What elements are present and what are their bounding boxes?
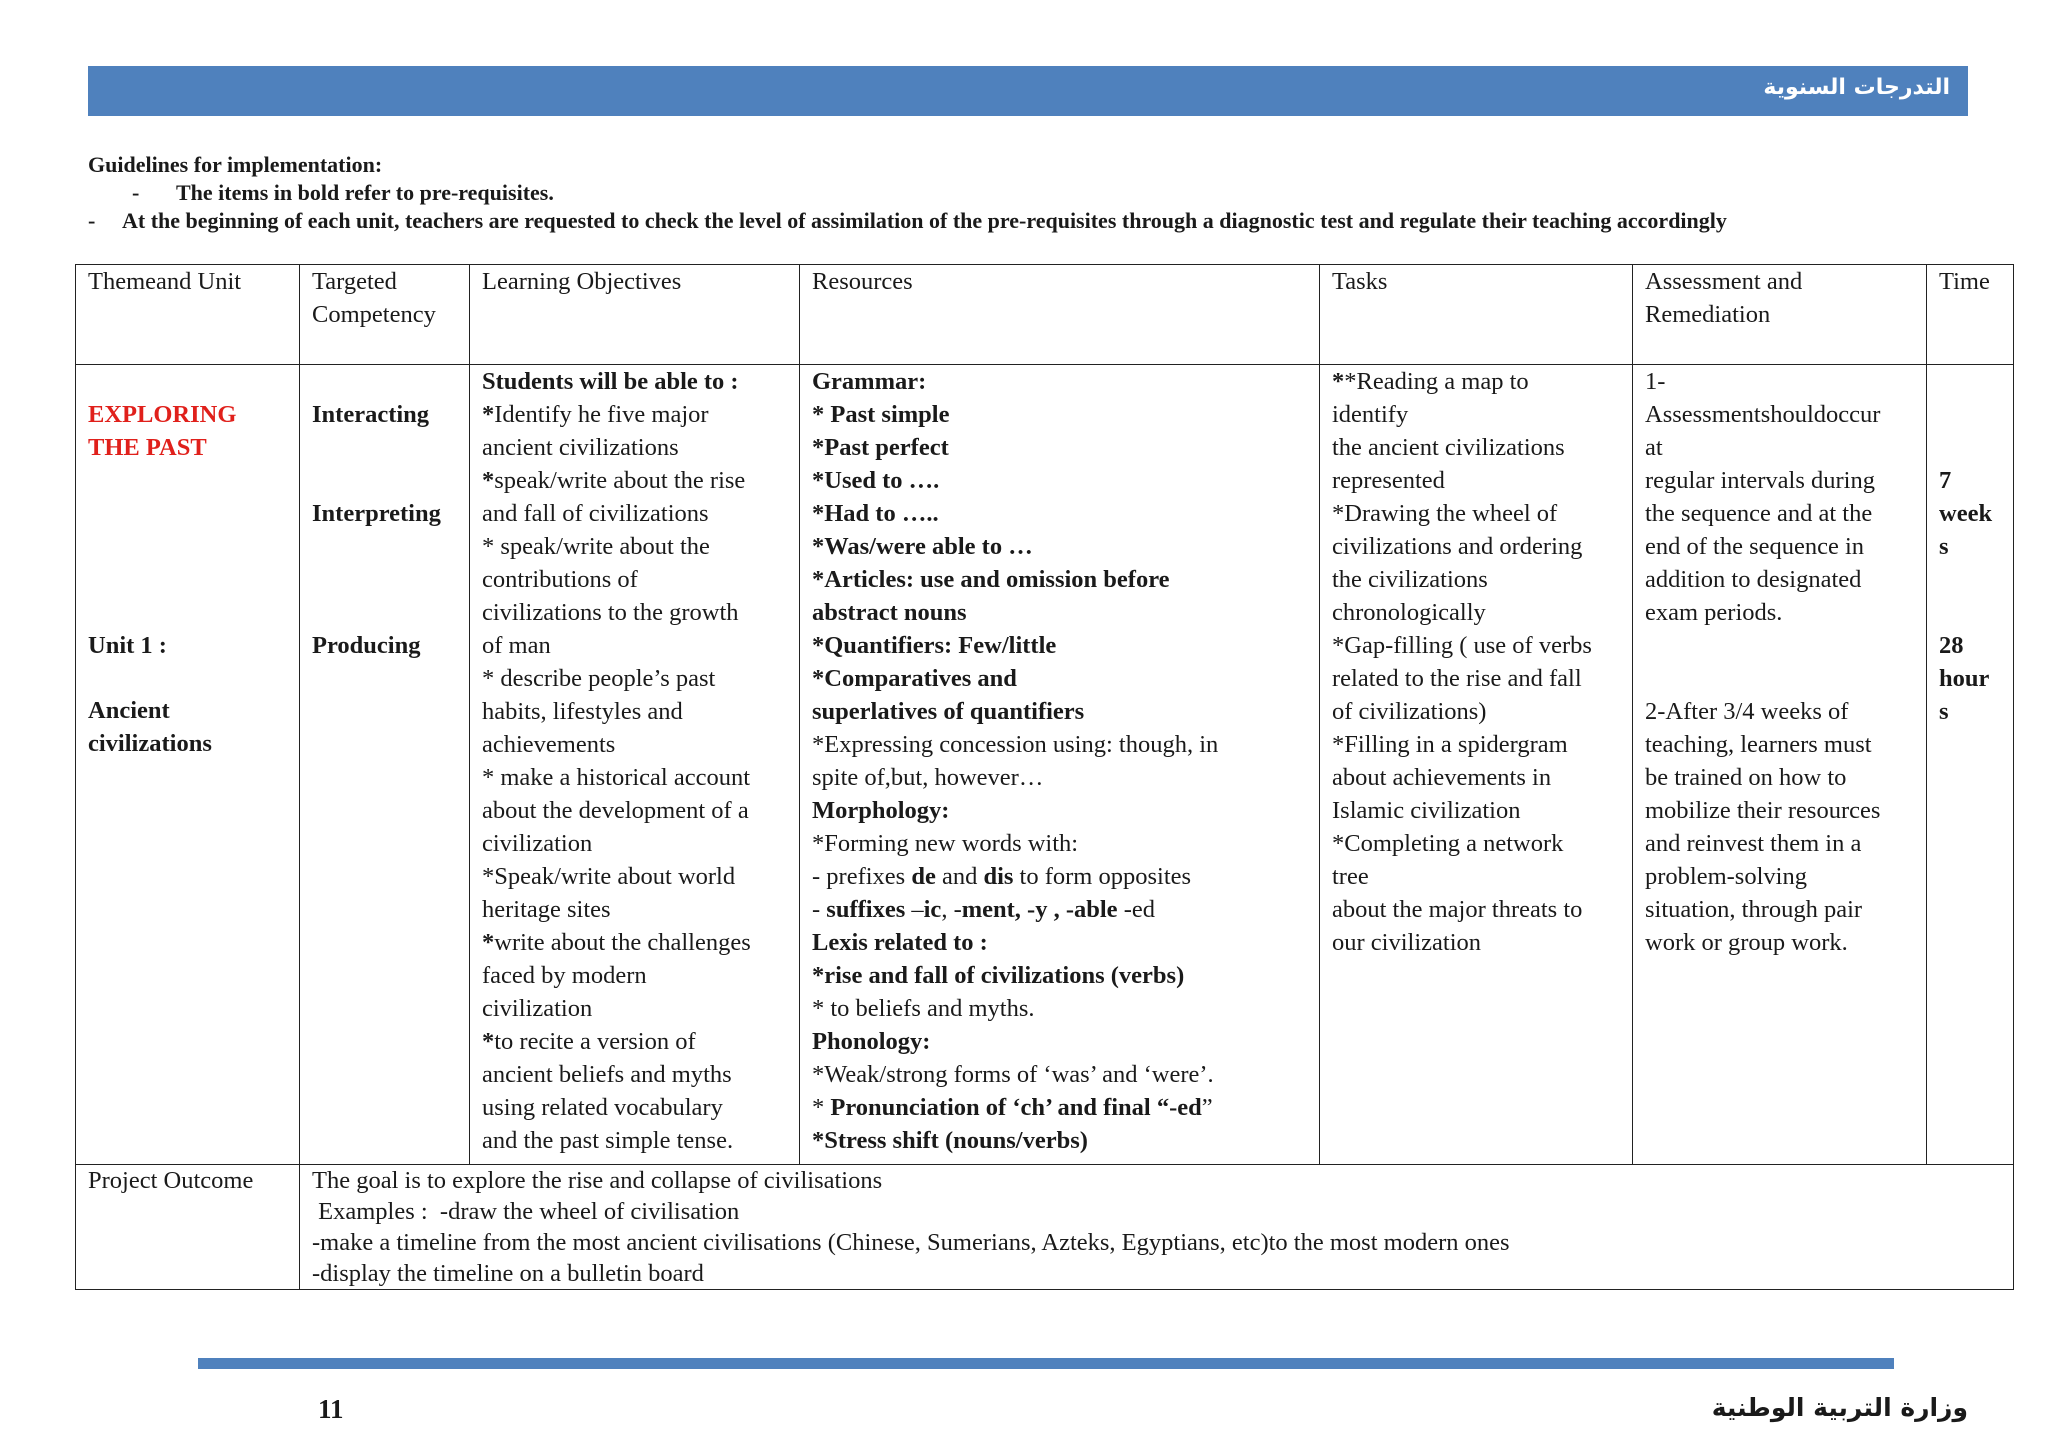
- header-competency: Targeted Competency: [300, 265, 470, 365]
- unit-name: Ancient: [88, 697, 170, 724]
- tasks-cell: **Reading a map to identify the ancient civilizations represented *Drawing the wheel of civilizations and ordering the civilizations chronologically *Gap-filling ( use of verbs related to the rise and fall of civilizations) *Filling in a spidergram about achievements in Islamic civilization *Completing a network tree about the major threats to our civilization: [1320, 365, 1633, 1165]
- table-row: [76, 365, 2014, 1165]
- ministry-name: وزارة التربية الوطنية: [1711, 1393, 1968, 1422]
- competency-interacting: Interacting: [312, 401, 430, 428]
- project-outcome-row: [76, 1165, 2014, 1290]
- header-resources: Resources: [800, 265, 1320, 365]
- guidelines: [88, 151, 1988, 235]
- footer-bar: [198, 1358, 1894, 1369]
- header-bar: [88, 66, 1968, 116]
- weeks-value: 7: [1939, 467, 1952, 494]
- guidelines-title: Guidelines for implementation:: [88, 152, 383, 177]
- grammar-heading: Grammar:: [812, 368, 927, 395]
- header-time: Time: [1927, 265, 2014, 365]
- morphology-heading: Morphology:: [812, 797, 950, 824]
- header-objectives: Learning Objectives: [470, 265, 800, 365]
- guideline-item: - The items in bold refer to pre-requisites.: [132, 180, 554, 205]
- progression-table: [75, 264, 2014, 1290]
- project-label: Project Outcome: [76, 1165, 300, 1290]
- table-header-row: [76, 265, 2014, 365]
- header-tasks: Tasks: [1320, 265, 1633, 365]
- lexis-heading: Lexis related to :: [812, 929, 988, 956]
- phonology-heading: Phonology:: [812, 1028, 931, 1055]
- unit-label: Unit 1 :: [88, 632, 167, 659]
- competency-cell: [300, 365, 470, 1165]
- assessment-cell: 1- Assessmentshouldoccur at regular intervals during the sequence and at the end of the sequence in addition to designated exam periods. 2-After 3/4 weeks of teaching, learners must be trained on how to mobilize their resources and reinvest them in a problem-solving situation, through pair work or group work.: [1633, 365, 1927, 1165]
- time-cell: 7 week s 28 hour s: [1927, 365, 2014, 1165]
- objectives-cell: Students will be able to : *Identify he five major ancient civilizations *speak/write about the rise and fall of civilizations * speak/write about the contributions of civilizations to the growth of man * describe people’s past habits, lifestyles and achievements * make a historical account about the development of a civilization *Speak/write about world heritage sites *write about the challenges faced by modern civilization *to recite a version of ancient beliefs and myths using related vocabulary and the past simple tense.: [470, 365, 800, 1165]
- theme-cell: EXPLORING THE PAST Unit 1 : Ancient civilizations: [76, 365, 300, 1165]
- header-title: التدرجات السنوية: [1763, 75, 1950, 100]
- resources-cell: Grammar: * Past simple *Past perfect *Used to …. *Had to ….. *Was/were able to … *Articles: use and omission before abstract nouns *Quantifiers: Few/little *Comparatives and superlatives of quantifiers *Expressing concession using: though, in spite of,but, however… Morphology: *Forming new words with: - prefixes de and dis to form opposites - suffixes –ic, -ment, -y , -able -ed Lexis related to : *rise and fall of civilizations (verbs) * to beliefs and myths. Phonology: *Weak/strong forms of ‘was’ and ‘were’. * Pronunciation of ‘ch’ and final “-ed” *Stress shift (nouns/verbs): [800, 365, 1320, 1165]
- theme-title: EXPLORING: [88, 401, 237, 428]
- competency-producing: Producing: [312, 632, 421, 659]
- competency-interpreting: Interpreting: [312, 500, 441, 527]
- header-theme-unit: Themeand Unit: [76, 265, 300, 365]
- header-assessment: Assessment and Remediation: [1633, 265, 1927, 365]
- page-number: 11: [318, 1394, 344, 1424]
- guideline-item: - At the beginning of each unit, teachers are requested to check the level of assimilation of the pre-requisites through a diagnostic test and regulate their teaching accordingly: [88, 208, 1727, 233]
- hours-value: 28: [1939, 632, 1964, 659]
- project-description: The goal is to explore the rise and collapse of civilisations Examples : -draw the wheel of civilisation -make a timeline from the most ancient civilisations (Chinese, Sumerians, Azteks, Egyptians, etc)to the most modern ones -display the timeline on a bulletin board: [300, 1165, 2014, 1290]
